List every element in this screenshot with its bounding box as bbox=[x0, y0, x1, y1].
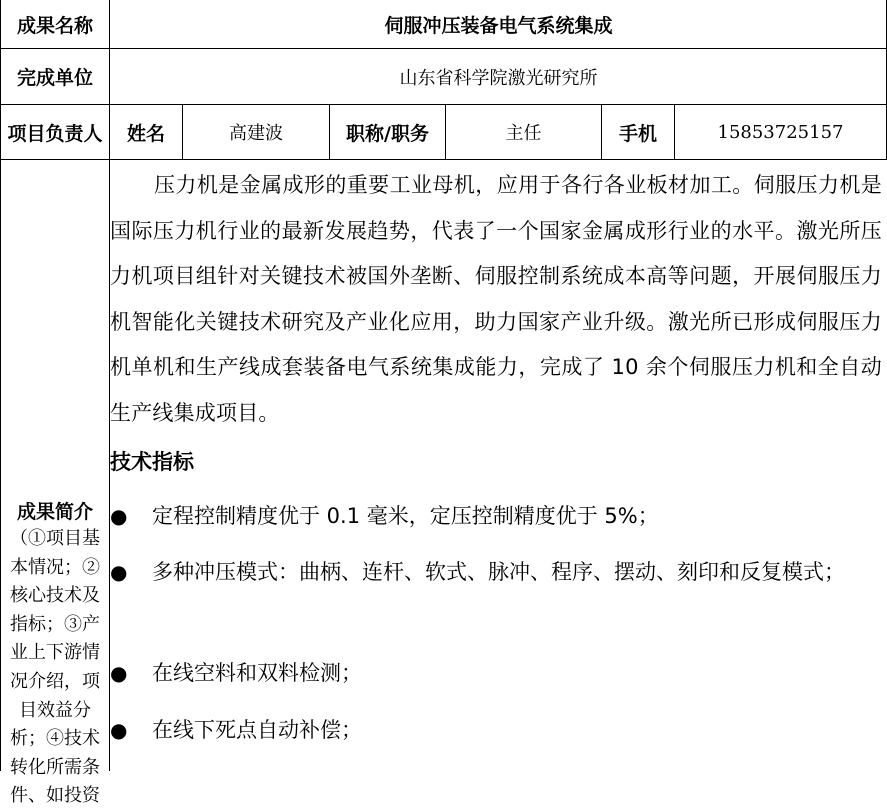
bullet-icon: ● bbox=[110, 504, 128, 528]
organization-value: 山东省科学院激光研究所 bbox=[399, 67, 598, 89]
summary-paragraph-block bbox=[110, 163, 882, 437]
job-title-label: 职称/职务 bbox=[346, 122, 429, 145]
bullet-icon: ● bbox=[110, 718, 128, 742]
bullet-icon: ● bbox=[110, 661, 128, 685]
phone-value: 15853725157 bbox=[717, 121, 844, 143]
spec-item-text: 定程控制精度优于 0.1 毫米，定压控制精度优于 5%； bbox=[152, 504, 659, 528]
bullet-icon: ● bbox=[110, 560, 128, 584]
tech-specs-heading: 技术指标 bbox=[110, 450, 194, 474]
summary-label: 成果简介 bbox=[16, 501, 93, 523]
name-label: 姓名 bbox=[126, 122, 165, 145]
spec-item bbox=[110, 493, 882, 539]
summary-note: （①项目基本情况；②核心技术及指标；③产业上下游情况介绍，项目效益分析；④技术转化所需条件、如投资 bbox=[10, 528, 100, 807]
summary-paragraph: 压力机是金属成形的重要工业母机，应用于各行各业板材加工。伺服压力机是国际压力机行业的最新发展趋势，代表了一个国家金属成形行业的水平。激光所压力机项目组针对关键技术被国外垄断、伺服控制系统成本高等问题，开展伺服压力机智能化关键技术研究及产业化应用，助力国家产业升级。激光所已形成伺服压力机单机和生产线成套装备电气系统集成能力，完成了 10 余个伺服压力机和全自动生产线集成项目。 bbox=[110, 173, 882, 425]
name-value: 高建波 bbox=[229, 123, 283, 144]
spec-item bbox=[110, 549, 882, 595]
spec-item bbox=[110, 650, 882, 696]
project-name-value: 伺服冲压装备电气系统集成 bbox=[384, 14, 613, 37]
project-name-label: 成果名称 bbox=[16, 14, 93, 37]
phone-label: 手机 bbox=[618, 122, 657, 145]
job-title-value: 主任 bbox=[505, 123, 542, 144]
spec-item-text: 在线空料和双料检测； bbox=[152, 661, 362, 685]
organization-label: 完成单位 bbox=[16, 67, 93, 89]
project-leader-label: 项目负责人 bbox=[7, 122, 103, 145]
row3-bottom-border bbox=[0, 159, 887, 160]
spec-item-text: 在线下死点自动补偿； bbox=[152, 718, 362, 742]
spec-item bbox=[110, 707, 882, 753]
spec-item-text: 多种冲压模式：曲柄、连杆、软式、脉冲、程序、摆动、刻印和反复模式； bbox=[152, 560, 845, 584]
